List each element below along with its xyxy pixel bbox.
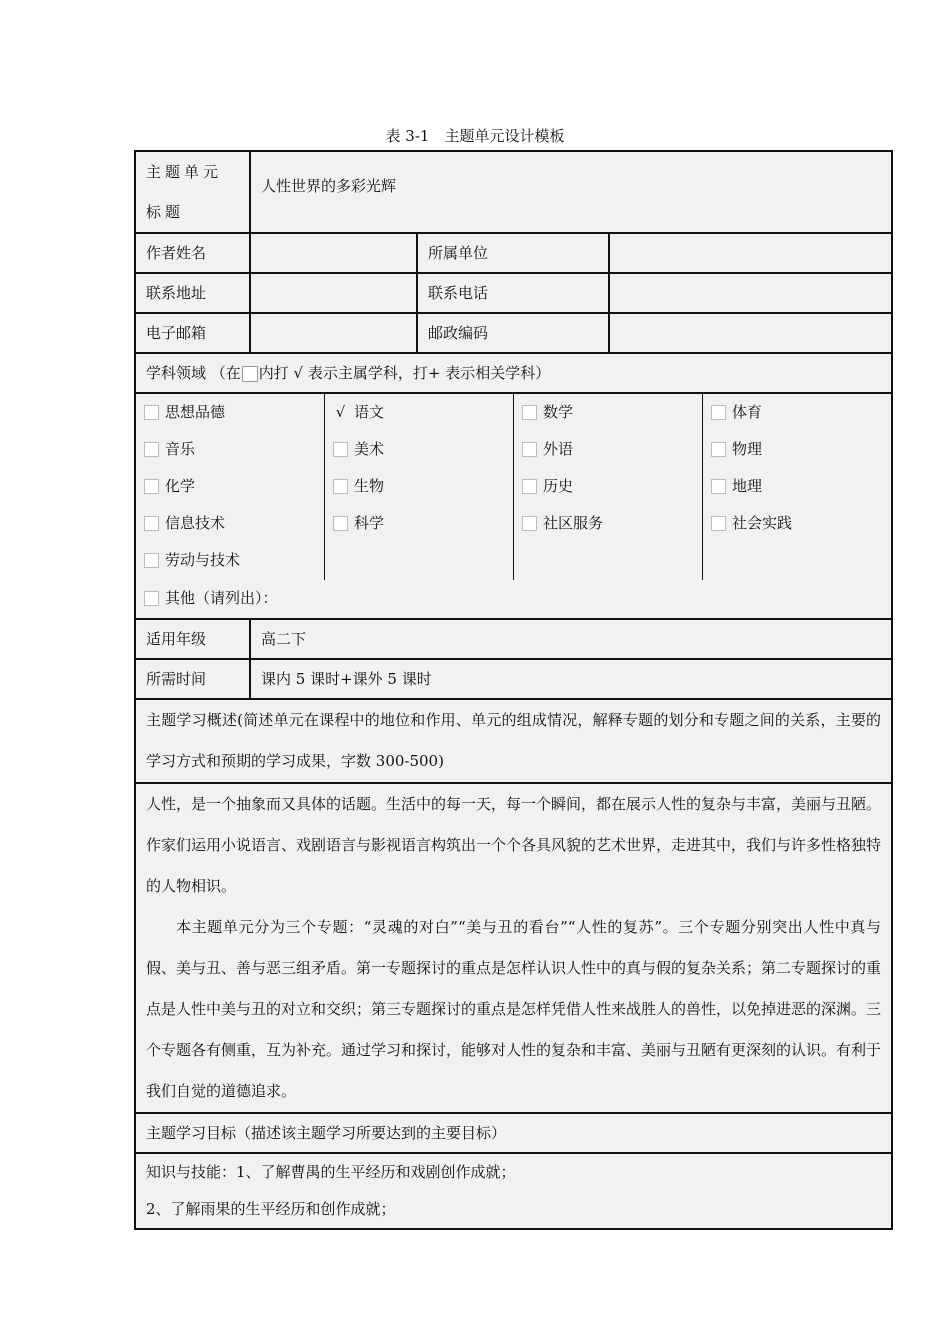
objective-header: 主题学习目标（描述该主题学习所要达到的主要目标）: [135, 1113, 892, 1153]
checkbox-icon[interactable]: [144, 405, 159, 420]
checkbox-icon[interactable]: [711, 479, 726, 494]
subject-item[interactable]: 外语: [522, 431, 702, 468]
subject-item[interactable]: 思想品德: [144, 394, 324, 431]
title-value[interactable]: 人性世界的多彩光辉: [250, 151, 892, 233]
subject-item[interactable]: 地理: [711, 468, 891, 505]
objective-line-1: 知识与技能：1、了解曹禺的生平经历和戏剧创作成就；: [146, 1163, 516, 1181]
subject-item[interactable]: 科学: [333, 505, 513, 542]
checkbox-icon[interactable]: [333, 479, 348, 494]
overview-paragraph-1: 人性，是一个抽象而又具体的话题。生活中的每一天，每一个瞬间，都在展示人性的复杂与丰富，美丽与丑陋。作家们运用小说语言、戏剧语言与影视语言构筑出一个个各具风貌的艺术世界，走进其中，我们与许多性格独特的人物相识。: [146, 795, 882, 895]
row-address: [135, 273, 892, 313]
subject-item[interactable]: 社区服务: [522, 505, 702, 542]
subject-item[interactable]: 劳动与技术: [144, 542, 324, 579]
theme-unit-template-table: [134, 150, 893, 1230]
subject-column-2: [324, 394, 513, 580]
subject-item[interactable]: 生物: [333, 468, 513, 505]
subject-header-part-a: 学科领域 （在: [146, 364, 241, 382]
objective-line-2: 2、了解雨果的生平经历和创作成就；: [146, 1200, 396, 1218]
row-overview-body: [135, 783, 892, 1113]
checkbox-icon[interactable]: [711, 405, 726, 420]
address-label: 联系地址: [135, 273, 250, 313]
subject-header-part-b: 内打 √ 表示主属学科，打+ 表示相关学科）: [258, 364, 551, 382]
checkbox-icon[interactable]: [144, 442, 159, 457]
checkbox-icon[interactable]: [522, 516, 537, 531]
subject-column-1: [136, 394, 324, 580]
subject-item[interactable]: 信息技术: [144, 505, 324, 542]
time-label: 所需时间: [135, 659, 250, 699]
checkbox-icon[interactable]: [144, 591, 159, 606]
checkmark-icon[interactable]: √: [335, 403, 346, 421]
email-label: 电子邮箱: [135, 313, 250, 353]
grade-value[interactable]: 高二下: [250, 619, 892, 659]
subject-item-checked[interactable]: √ 语文: [333, 394, 513, 431]
row-objective-body: [135, 1153, 892, 1229]
phone-value[interactable]: [609, 273, 892, 313]
subject-item[interactable]: 物理: [711, 431, 891, 468]
overview-body[interactable]: [135, 783, 892, 1113]
checkbox-icon[interactable]: [333, 516, 348, 531]
subject-item[interactable]: 体育: [711, 394, 891, 431]
postcode-value[interactable]: [609, 313, 892, 353]
checkbox-icon[interactable]: [522, 405, 537, 420]
row-title: [135, 151, 892, 233]
subject-column-3: [513, 394, 702, 580]
address-value[interactable]: [250, 273, 417, 313]
checkbox-icon[interactable]: [711, 516, 726, 531]
checkbox-icon[interactable]: [144, 479, 159, 494]
row-subjects: [135, 393, 892, 619]
subject-grid: [136, 394, 891, 580]
grade-label: 适用年级: [135, 619, 250, 659]
checkbox-icon[interactable]: [711, 442, 726, 457]
subject-item[interactable]: 化学: [144, 468, 324, 505]
author-value[interactable]: [250, 233, 417, 273]
subject-grid-cell: [135, 393, 892, 619]
author-label: 作者姓名: [135, 233, 250, 273]
subject-header: [135, 353, 892, 393]
overview-paragraph-2: 本主题单元分为三个专题：“灵魂的对白”“美与丑的看台”“人性的复苏”。三个专题分别突出人性中真与假、美与丑、善与恶三组矛盾。第一专题探讨的重点是怎样认识人性中的真与假的复杂关系；第二专题探讨的重点是人性中美与丑的对立和交织；第三专题探讨的重点是怎样凭借人性来战胜人的兽性，以免掉进恶的深渊。三个专题各有侧重，互为补充。通过学习和探讨，能够对人性的复杂和丰富、美丽与丑陋有更深刻的认识。有利于我们自觉的道德追求。: [146, 918, 882, 1100]
checkbox-icon[interactable]: [144, 553, 159, 568]
subject-column-4: [702, 394, 891, 580]
row-objective-header: [135, 1113, 892, 1153]
table-caption: 表 3-1 主题单元设计模板: [385, 127, 565, 145]
objective-body[interactable]: [135, 1153, 892, 1229]
row-subject-header: [135, 353, 892, 393]
row-time: [135, 659, 892, 699]
overview-header: 主题学习概述(简述单元在课程中的地位和作用、单元的组成情况，解释专题的划分和专题之间的关系，主要的学习方式和预期的学习成果，字数 300-500): [135, 699, 892, 783]
subject-other[interactable]: 其他（请列出）：: [136, 580, 891, 617]
row-overview-header: [135, 699, 892, 783]
subject-item[interactable]: 美术: [333, 431, 513, 468]
time-value[interactable]: 课内 5 课时+课外 5 课时: [250, 659, 892, 699]
phone-label: 联系电话: [417, 273, 609, 313]
checkbox-icon[interactable]: [522, 479, 537, 494]
row-author: [135, 233, 892, 273]
row-email: [135, 313, 892, 353]
postcode-label: 邮政编码: [417, 313, 609, 353]
subject-item[interactable]: 数学: [522, 394, 702, 431]
row-grade: [135, 619, 892, 659]
checkbox-icon[interactable]: [144, 516, 159, 531]
checkbox-icon[interactable]: [522, 442, 537, 457]
email-value[interactable]: [250, 313, 417, 353]
subject-item[interactable]: 音乐: [144, 431, 324, 468]
title-label: 主题单元标题: [135, 151, 250, 233]
unit-value[interactable]: [609, 233, 892, 273]
checkbox-icon[interactable]: [333, 442, 348, 457]
subject-item[interactable]: 历史: [522, 468, 702, 505]
subject-item[interactable]: 社会实践: [711, 505, 891, 542]
empty-checkbox-icon: [242, 366, 258, 382]
unit-label: 所属单位: [417, 233, 609, 273]
